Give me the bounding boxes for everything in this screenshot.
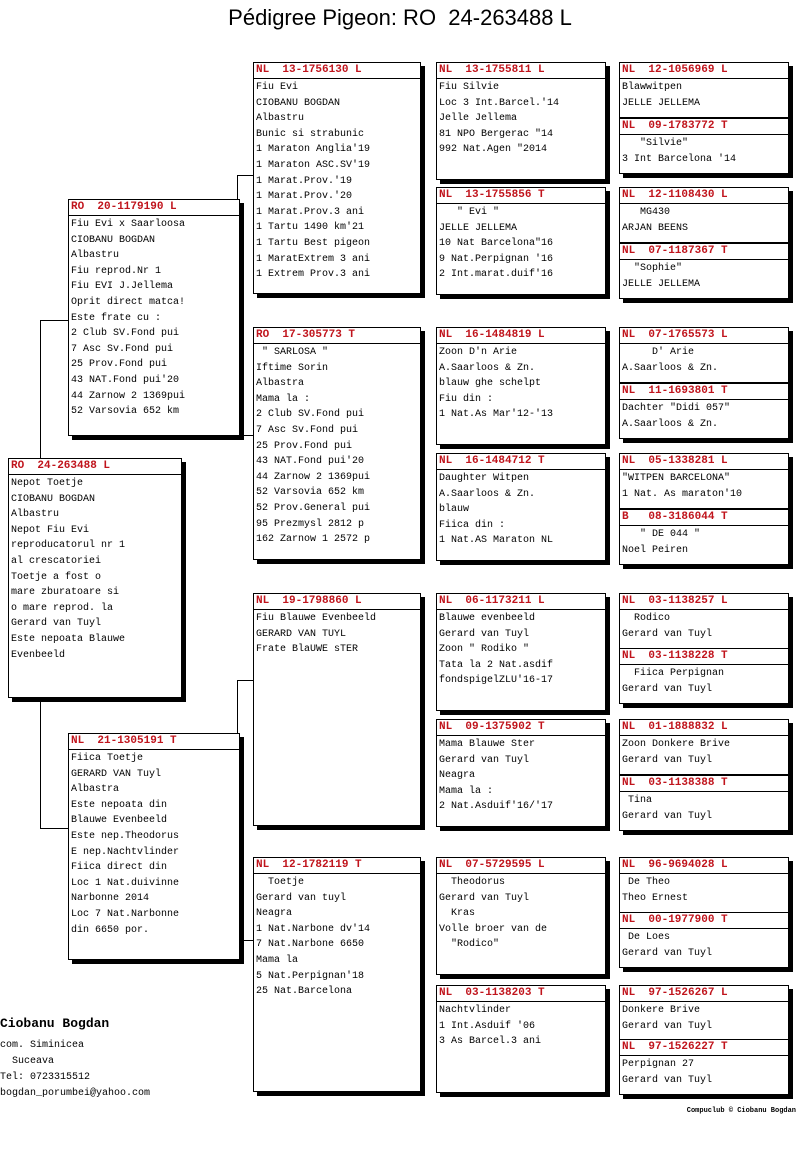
detail-line: CIOBANU BOGDAN bbox=[11, 493, 96, 505]
detail-line: 1 Marat.Prov.'20 bbox=[256, 191, 353, 203]
connector-line bbox=[40, 828, 69, 829]
detail-line: Fiu Blauwe Evenbeeld bbox=[256, 613, 377, 624]
detail-line: 2 Int.marat.duif'16 bbox=[439, 269, 554, 281]
detail-line: 2 Club SV.Fond pui bbox=[71, 328, 180, 340]
detail-line: Gerard van Tuyl bbox=[439, 628, 530, 640]
ring-number: NL 03-1138228 T bbox=[620, 649, 788, 665]
pigeon-details bbox=[437, 470, 605, 550]
ring-number: NL 01-1888832 L bbox=[620, 720, 788, 736]
detail-line: Bunic si strabunic bbox=[256, 128, 365, 140]
pedigree-box-gen3-7[interactable] bbox=[436, 857, 606, 975]
pigeon-details bbox=[620, 470, 788, 503]
detail-line: 25 Prov.Fond pui bbox=[71, 359, 168, 371]
detail-line: fondspigelZLU'16-17 bbox=[439, 675, 554, 687]
pigeon-details bbox=[620, 79, 788, 112]
detail-line: " DE 044 " bbox=[622, 529, 701, 540]
detail-line: 95 Prezmysl 2812 p bbox=[256, 518, 365, 530]
ring-number: RO 24-263488 L bbox=[9, 459, 181, 475]
ring-number: NL 13-1755811 L bbox=[437, 63, 605, 79]
detail-line: JELLE JELLEMA bbox=[439, 222, 518, 234]
detail-line: Gerard van Tuyl bbox=[622, 1074, 713, 1086]
detail-line: Rodico bbox=[622, 613, 671, 624]
pedigree-box-grandsire-paternal[interactable] bbox=[253, 62, 421, 294]
ring-number: NL 19-1798860 L bbox=[254, 594, 420, 610]
detail-line: Volle broer van de bbox=[439, 923, 548, 935]
owner-address-line: Suceava bbox=[0, 1056, 55, 1067]
detail-line: Gerard van Tuyl bbox=[622, 1020, 713, 1032]
detail-line: Toetje a fost o bbox=[11, 571, 102, 583]
detail-line: MG430 bbox=[622, 207, 671, 218]
detail-line: Este nepoata din bbox=[71, 799, 168, 811]
detail-line: din 6650 por. bbox=[71, 924, 150, 936]
detail-line: 7 Asc Sv.Fond pui bbox=[256, 424, 359, 436]
pedigree-box-gen4-14[interactable] bbox=[619, 912, 789, 968]
detail-line: Albastra bbox=[71, 784, 120, 796]
detail-line: Blawwitpen bbox=[622, 82, 683, 93]
detail-line: Gerard van Tuyl bbox=[622, 754, 713, 766]
detail-line: Tata la 2 Nat.asdif bbox=[439, 659, 554, 671]
pigeon-details bbox=[620, 526, 788, 559]
detail-line: al crescatoriei bbox=[11, 555, 102, 567]
ring-number: NL 96-9694028 L bbox=[620, 858, 788, 874]
ring-number: NL 03-1138257 L bbox=[620, 594, 788, 610]
detail-line: 162 Zarnow 1 2572 p bbox=[256, 534, 371, 546]
detail-line: Fiu Evi x Saarloosa bbox=[71, 219, 186, 230]
ring-number: NL 12-1782119 T bbox=[254, 858, 420, 874]
detail-line: A.Saarloos & Zn. bbox=[622, 418, 719, 430]
detail-line: Nachtvlinder bbox=[439, 1005, 512, 1016]
pedigree-box-sire[interactable] bbox=[68, 199, 240, 436]
detail-line: Tina bbox=[622, 795, 653, 806]
pedigree-box-gen4-15[interactable] bbox=[619, 985, 789, 1041]
detail-line: mare zburatoare si bbox=[11, 587, 120, 599]
ring-number: NL 16-1484819 L bbox=[437, 328, 605, 344]
detail-line: Blauwe evenbeeld bbox=[439, 613, 536, 624]
detail-line: Fiu reprod.Nr 1 bbox=[71, 265, 162, 277]
ring-number: NL 07-1187367 T bbox=[620, 244, 788, 260]
detail-line: Fiica direct din bbox=[71, 862, 168, 874]
detail-line: Mama la : bbox=[256, 393, 311, 405]
pigeon-details bbox=[620, 344, 788, 377]
detail-line: 3 Int Barcelona '14 bbox=[622, 153, 737, 165]
ring-number: NL 13-1755856 T bbox=[437, 188, 605, 204]
pedigree-box-gen4-2[interactable] bbox=[619, 118, 789, 174]
ring-number: NL 07-5729595 L bbox=[437, 858, 605, 874]
pigeon-details bbox=[437, 736, 605, 816]
connector-line bbox=[40, 320, 69, 321]
pigeon-details bbox=[254, 874, 420, 1001]
page-title: Pédigree Pigeon: RO 24-263488 L bbox=[228, 5, 572, 30]
detail-line: 1 Maraton ASC.SV'19 bbox=[256, 159, 371, 171]
pedigree-box-gen3-2[interactable] bbox=[436, 187, 606, 295]
detail-line: Loc 3 Int.Barcel.'14 bbox=[439, 97, 560, 109]
detail-line: Kras bbox=[439, 908, 476, 920]
detail-line: GERARD VAN Tuyl bbox=[71, 768, 162, 780]
detail-line: A.Saarloos & Zn. bbox=[622, 362, 719, 374]
pigeon-details bbox=[620, 665, 788, 698]
pedigree-box-dam[interactable] bbox=[68, 733, 240, 960]
detail-line: 1 Extrem Prov.3 ani bbox=[256, 269, 371, 281]
detail-line: Fiu Silvie bbox=[439, 82, 500, 93]
detail-line: CIOBANU BOGDAN bbox=[71, 234, 156, 246]
pedigree-box-grandsire-maternal[interactable] bbox=[253, 593, 421, 826]
pedigree-box-gen4-16[interactable] bbox=[619, 1039, 789, 1095]
detail-line: reproducatorul nr 1 bbox=[11, 540, 126, 552]
ring-number: NL 97-1526267 L bbox=[620, 986, 788, 1002]
detail-line: o mare reprod. la bbox=[11, 602, 114, 614]
owner-address-line: com. Siminicea bbox=[0, 1040, 85, 1051]
credit-footer: Compuclub © Ciobanu Bogdan bbox=[686, 1107, 796, 1115]
detail-line: Albastra bbox=[256, 378, 305, 390]
detail-line: Gerard van Tuyl bbox=[622, 628, 713, 640]
detail-line: Daughter Witpen bbox=[439, 473, 530, 484]
pedigree-box-gen4-3[interactable] bbox=[619, 187, 789, 243]
detail-line: Albastru bbox=[71, 250, 120, 262]
pedigree-box-gen4-11[interactable] bbox=[619, 719, 789, 775]
pedigree-box-gen4-7[interactable] bbox=[619, 453, 789, 509]
detail-line: GERARD VAN TUYL bbox=[256, 628, 347, 640]
pigeon-details bbox=[9, 475, 181, 664]
detail-line: 81 NPO Bergerac "14 bbox=[439, 128, 554, 140]
pigeon-details bbox=[620, 736, 788, 769]
detail-line: Blauwe Evenbeeld bbox=[71, 815, 168, 827]
pigeon-details bbox=[620, 1002, 788, 1035]
pedigree-box-gen4-12[interactable] bbox=[619, 775, 789, 831]
detail-line: 7 Nat.Narbone 6650 bbox=[256, 939, 365, 951]
ring-number: NL 09-1783772 T bbox=[620, 119, 788, 135]
pedigree-box-granddam-maternal[interactable] bbox=[253, 857, 421, 1092]
ring-number: NL 21-1305191 T bbox=[69, 734, 239, 750]
detail-line: 43 NAT.Fond pui'20 bbox=[71, 374, 180, 386]
detail-line: Gerard van Tuyl bbox=[439, 754, 530, 766]
detail-line: 1 MaratExtrem 3 ani bbox=[256, 253, 371, 265]
detail-line: 1 Nat.AS Maraton NL bbox=[439, 535, 554, 547]
ring-number: RO 20-1179190 L bbox=[69, 200, 239, 216]
connector-line bbox=[237, 175, 253, 176]
pedigree-box-gen4-13[interactable] bbox=[619, 857, 789, 913]
detail-line: 1 Int.Asduif '06 bbox=[439, 1020, 536, 1032]
pedigree-box-gen3-6[interactable] bbox=[436, 719, 606, 827]
pedigree-box-gen4-4[interactable] bbox=[619, 243, 789, 299]
detail-line: 2 Nat.Asduif'16/'17 bbox=[439, 801, 554, 813]
owner-name: Ciobanu Bogdan bbox=[0, 1016, 110, 1031]
detail-line: A.Saarloos & Zn. bbox=[439, 362, 536, 374]
pigeon-details bbox=[620, 1056, 788, 1089]
detail-line: CIOBANU BOGDAN bbox=[256, 97, 341, 109]
detail-line: Zoon D'n Arie bbox=[439, 347, 518, 358]
detail-line: 25 Prov.Fond pui bbox=[256, 440, 353, 452]
detail-line: 1 Maraton Anglia'19 bbox=[256, 144, 371, 156]
detail-line: Gerard van Tuyl bbox=[439, 892, 530, 904]
detail-line: Oprit direct matca! bbox=[71, 296, 186, 308]
pigeon-details bbox=[437, 874, 605, 954]
pigeon-details bbox=[437, 344, 605, 424]
detail-line: Gerard van Tuyl bbox=[622, 683, 713, 695]
detail-line: 1 Tartu Best pigeon bbox=[256, 237, 371, 249]
pigeon-details bbox=[437, 79, 605, 159]
detail-line: 25 Nat.Barcelona bbox=[256, 986, 353, 998]
ring-number: B 08-3186044 T bbox=[620, 510, 788, 526]
detail-line: Este nepoata Blauwe bbox=[11, 633, 126, 645]
detail-line: 5 Nat.Perpignan'18 bbox=[256, 970, 365, 982]
pedigree-box-gen3-3[interactable] bbox=[436, 327, 606, 445]
detail-line: 9 Nat.Perpignan '16 bbox=[439, 253, 554, 265]
detail-line: 43 NAT.Fond pui'20 bbox=[256, 456, 365, 468]
detail-line: Fiica Toetje bbox=[71, 753, 144, 764]
detail-line: Mama la bbox=[256, 954, 299, 966]
pigeon-details bbox=[620, 260, 788, 293]
pedigree-box-granddam-paternal[interactable] bbox=[253, 327, 421, 560]
detail-line: JELLE JELLEMA bbox=[622, 97, 701, 109]
pedigree-box-gen4-10[interactable] bbox=[619, 648, 789, 704]
detail-line: Donkere Brive bbox=[622, 1005, 701, 1016]
owner-email[interactable]: bogdan_porumbei@yahoo.com bbox=[0, 1088, 151, 1099]
detail-line: Perpignan 27 bbox=[622, 1059, 695, 1070]
detail-line: 1 Nat. As maraton'10 bbox=[622, 488, 743, 500]
detail-line: 44 Zarnow 2 1369pui bbox=[256, 471, 371, 483]
detail-line: Zoon Donkere Brive bbox=[622, 739, 731, 750]
pigeon-details bbox=[437, 610, 605, 690]
ring-number: NL 05-1338281 L bbox=[620, 454, 788, 470]
detail-line: D' Arie bbox=[622, 347, 695, 358]
detail-line: De Theo bbox=[622, 877, 671, 888]
detail-line: Narbonne 2014 bbox=[71, 893, 150, 905]
ring-number: NL 12-1108430 L bbox=[620, 188, 788, 204]
ring-number: NL 06-1173211 L bbox=[437, 594, 605, 610]
detail-line: Frate BlaUWE sTER bbox=[256, 644, 359, 656]
detail-line: JELLE JELLEMA bbox=[622, 278, 701, 290]
detail-line: " SARLOSA " bbox=[256, 347, 329, 358]
detail-line: Albastru bbox=[256, 113, 305, 125]
detail-line: Este nep.Theodorus bbox=[71, 830, 180, 842]
detail-line: "Rodico" bbox=[439, 939, 500, 951]
detail-line: 1 Marat.Prov.'19 bbox=[256, 175, 353, 187]
detail-line: 44 Zarnow 2 1369pui bbox=[71, 390, 186, 402]
ring-number: RO 17-305773 T bbox=[254, 328, 420, 344]
detail-line: " Evi " bbox=[439, 207, 500, 218]
pedigree-box-gen4-9[interactable] bbox=[619, 593, 789, 649]
owner-phone: Tel: 0723315512 bbox=[0, 1072, 91, 1083]
connector-line bbox=[40, 320, 41, 460]
detail-line: Iftime Sorin bbox=[256, 362, 329, 374]
detail-line: De Loes bbox=[622, 932, 671, 943]
detail-line: blauw bbox=[439, 504, 470, 516]
ring-number: NL 03-1138388 T bbox=[620, 776, 788, 792]
pigeon-details bbox=[620, 792, 788, 825]
ring-number: NL 03-1138203 T bbox=[437, 986, 605, 1002]
detail-line: Dachter "Didi 057" bbox=[622, 403, 731, 414]
detail-line: Gerard van Tuyl bbox=[622, 810, 713, 822]
ring-number: NL 13-1756130 L bbox=[254, 63, 420, 79]
detail-line: Fiica Perpignan bbox=[622, 668, 725, 679]
ring-number: NL 00-1977900 T bbox=[620, 913, 788, 929]
detail-line: 52 Prov.General pui bbox=[256, 502, 371, 514]
detail-line: Zoon " Rodiko " bbox=[439, 644, 530, 656]
detail-line: Theo Ernest bbox=[622, 892, 689, 904]
detail-line: Fiu din : bbox=[439, 393, 494, 405]
ring-number: NL 12-1056969 L bbox=[620, 63, 788, 79]
pigeon-details bbox=[620, 874, 788, 907]
pigeon-details bbox=[620, 400, 788, 433]
detail-line: Este frate cu : bbox=[71, 312, 162, 324]
pedigree-box-gen4-5[interactable] bbox=[619, 327, 789, 383]
pedigree-box-gen4-8[interactable] bbox=[619, 509, 789, 565]
pigeon-details bbox=[254, 344, 420, 549]
detail-line: Loc 7 Nat.Narbonne bbox=[71, 908, 180, 920]
detail-line: 10 Nat Barcelona"16 bbox=[439, 238, 554, 250]
detail-line: 52 Varsovia 652 km bbox=[71, 406, 180, 418]
detail-line: Mama Blauwe Ster bbox=[439, 739, 536, 750]
pedigree-box-gen4-1[interactable] bbox=[619, 62, 789, 118]
detail-line: "Silvie" bbox=[622, 138, 689, 149]
detail-line: Noel Peiren bbox=[622, 544, 689, 556]
detail-line: 1 Nat.As Mar'12-'13 bbox=[439, 409, 554, 421]
pigeon-details bbox=[69, 750, 239, 939]
pigeon-details bbox=[69, 216, 239, 421]
detail-line: Neagra bbox=[439, 770, 476, 782]
detail-line: Loc 1 Nat.duivinne bbox=[71, 877, 180, 889]
pigeon-details bbox=[620, 135, 788, 168]
pedigree-box-gen3-1[interactable] bbox=[436, 62, 606, 180]
connector-line bbox=[40, 698, 41, 828]
pigeon-details bbox=[620, 929, 788, 962]
detail-line: Albastru bbox=[11, 509, 60, 521]
detail-line: "Sophie" bbox=[622, 263, 683, 274]
detail-line: 2 Club SV.Fond pui bbox=[256, 409, 365, 421]
detail-line: 7 Asc Sv.Fond pui bbox=[71, 343, 174, 355]
detail-line: 1 Tartu 1490 km'21 bbox=[256, 222, 365, 234]
pedigree-box-subject[interactable] bbox=[8, 458, 182, 698]
pedigree-box-gen3-5[interactable] bbox=[436, 593, 606, 711]
detail-line: blauw ghe schelpt bbox=[439, 378, 542, 390]
detail-line: Theodorus bbox=[439, 877, 506, 888]
detail-line: Fiu Evi bbox=[256, 82, 299, 93]
detail-line: 1 Marat.Prov.3 ani bbox=[256, 206, 365, 218]
pedigree-box-gen4-6[interactable] bbox=[619, 383, 789, 439]
pedigree-box-gen3-8[interactable] bbox=[436, 985, 606, 1093]
detail-line: 52 Varsovia 652 km bbox=[256, 487, 365, 499]
pigeon-details bbox=[437, 1002, 605, 1051]
detail-line: Gerard van Tuyl bbox=[622, 947, 713, 959]
detail-line: Evenbeeld bbox=[11, 649, 66, 661]
ring-number: NL 11-1693801 T bbox=[620, 384, 788, 400]
detail-line: Fiica din : bbox=[439, 519, 506, 531]
pedigree-box-gen3-4[interactable] bbox=[436, 453, 606, 561]
detail-line: Neagra bbox=[256, 908, 293, 920]
detail-line: "WITPEN BARCELONA" bbox=[622, 473, 731, 484]
detail-line: Jelle Jellema bbox=[439, 113, 518, 125]
detail-line: Fiu EVI J.Jellema bbox=[71, 281, 174, 293]
ring-number: NL 09-1375902 T bbox=[437, 720, 605, 736]
pigeon-details bbox=[437, 204, 605, 284]
detail-line: Gerard van Tuyl bbox=[11, 618, 102, 630]
connector-line bbox=[237, 680, 253, 681]
detail-line: Gerard van tuyl bbox=[256, 892, 347, 904]
detail-line: ARJAN BEENS bbox=[622, 222, 689, 234]
detail-line: Nepot Toetje bbox=[11, 478, 84, 489]
pigeon-details bbox=[620, 610, 788, 643]
detail-line: Nepot Fiu Evi bbox=[11, 524, 90, 536]
pigeon-details bbox=[254, 79, 420, 284]
detail-line: 3 As Barcel.3 ani bbox=[439, 1036, 542, 1048]
pigeon-details bbox=[620, 204, 788, 237]
detail-line: 1 Nat.Narbone dv'14 bbox=[256, 923, 371, 935]
ring-number: NL 07-1765573 L bbox=[620, 328, 788, 344]
detail-line: A.Saarloos & Zn. bbox=[439, 488, 536, 500]
pigeon-details bbox=[254, 610, 420, 659]
detail-line: 992 Nat.Agen "2014 bbox=[439, 144, 548, 156]
detail-line: Toetje bbox=[256, 877, 305, 888]
ring-number: NL 97-1526227 T bbox=[620, 1040, 788, 1056]
ring-number: NL 16-1484712 T bbox=[437, 454, 605, 470]
detail-line: Mama la : bbox=[439, 785, 494, 797]
detail-line: E nep.Nachtvlinder bbox=[71, 846, 180, 858]
